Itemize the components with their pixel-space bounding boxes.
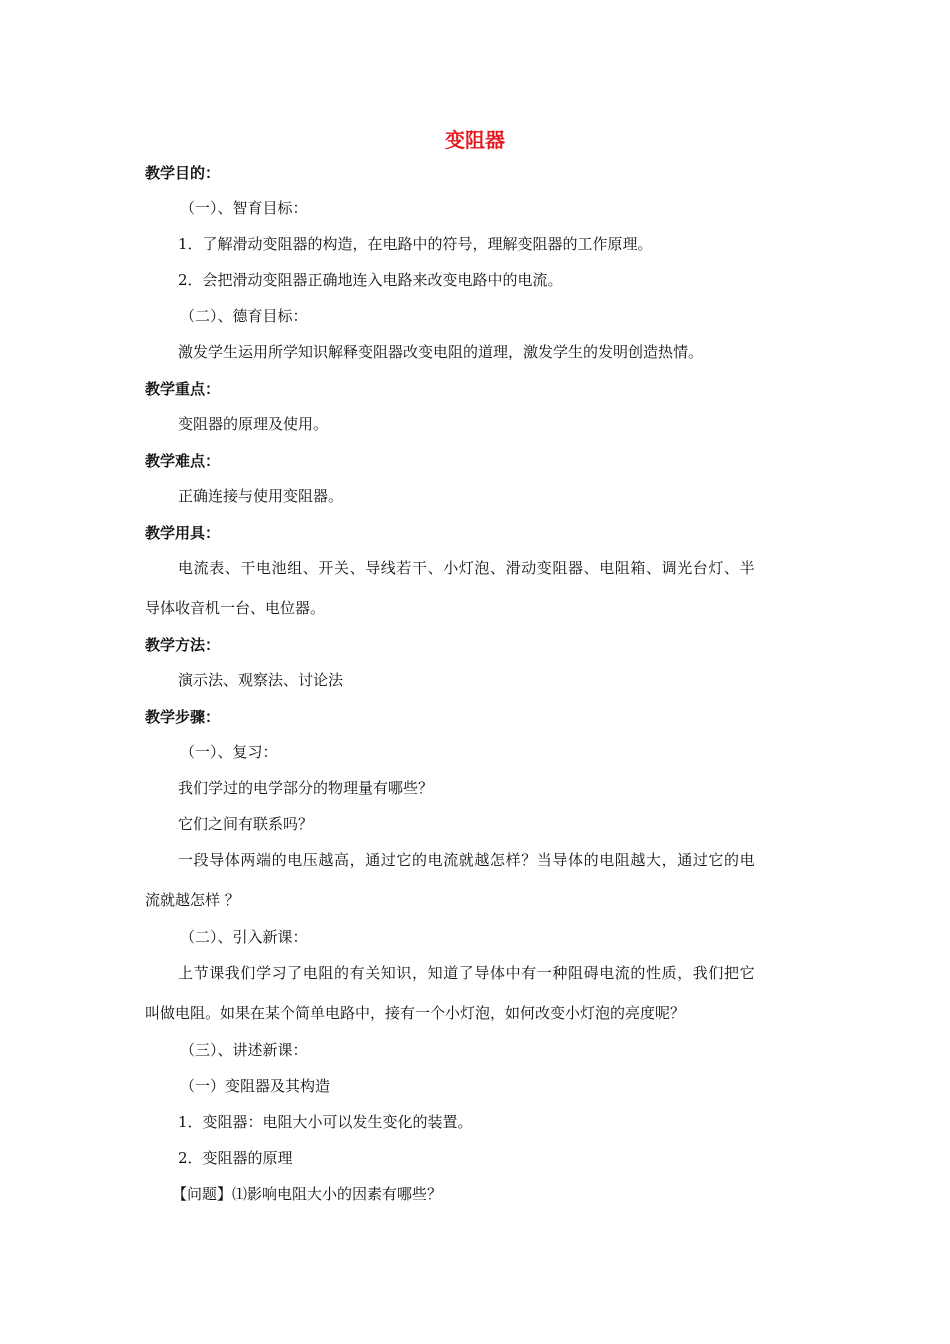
subheading-rheostat-structure: （一）变阻器及其构造 [180,1077,331,1095]
heading-equipment: 教学用具： [145,524,221,542]
subheading-introduction: （二）、引入新课： [180,928,308,946]
paragraph: 2．会把滑动变阻器正确地连入电路来改变电路中的电流。 [178,271,563,289]
paragraph: 它们之间有联系吗？ [178,815,314,833]
heading-objectives: 教学目的： [145,164,221,182]
heading-key-points: 教学重点： [145,380,221,398]
heading-difficulties: 教学难点： [145,452,221,470]
subheading-intellectual-goals: （一）、智育目标： [180,199,308,217]
question-paragraph: 【问题】⑴影响电阻大小的因素有哪些？ [172,1185,443,1203]
paragraph: 电流表、干电池组、开关、导线若干、小灯泡、滑动变阻器、电阻箱、调光台灯、半 [178,559,756,577]
paragraph: 1．变阻器：电阻大小可以发生变化的装置。 [178,1113,473,1131]
paragraph: 激发学生运用所学知识解释变阻器改变电阻的道理，激发学生的发明创造热情。 [178,343,704,361]
paragraph: 上节课我们学习了电阻的有关知识，知道了导体中有一种阻碍电流的性质，我们把它 [178,964,756,982]
subheading-review: （一）、复习： [180,743,278,761]
paragraph-continued: 流就越怎样 ？ [145,891,240,909]
document-title: 变阻器 [445,128,505,152]
heading-steps: 教学步骤： [145,708,221,726]
heading-methods: 教学方法： [145,636,221,654]
paragraph: 变阻器的原理及使用。 [178,415,329,433]
paragraph: 我们学过的电学部分的物理量有哪些？ [178,779,434,797]
subheading-moral-goals: （二）、德育目标： [180,307,308,325]
paragraph: 一段导体两端的电压越高，通过它的电流就越怎样？当导体的电阻越大，通过它的电 [178,851,756,869]
paragraph: 2．变阻器的原理 [178,1149,293,1167]
subheading-new-lesson: （三）、讲述新课： [180,1041,308,1059]
paragraph-continued: 叫做电阻。如果在某个简单电路中，接有一个小灯泡，如何改变小灯泡的亮度呢？ [145,1004,686,1022]
paragraph: 演示法、观察法、讨论法 [178,671,344,689]
paragraph-continued: 导体收音机一台、电位器。 [145,599,326,617]
paragraph: 正确连接与使用变阻器。 [178,487,344,505]
paragraph: 1．了解滑动变阻器的构造，在电路中的符号，理解变阻器的工作原理。 [178,235,653,253]
